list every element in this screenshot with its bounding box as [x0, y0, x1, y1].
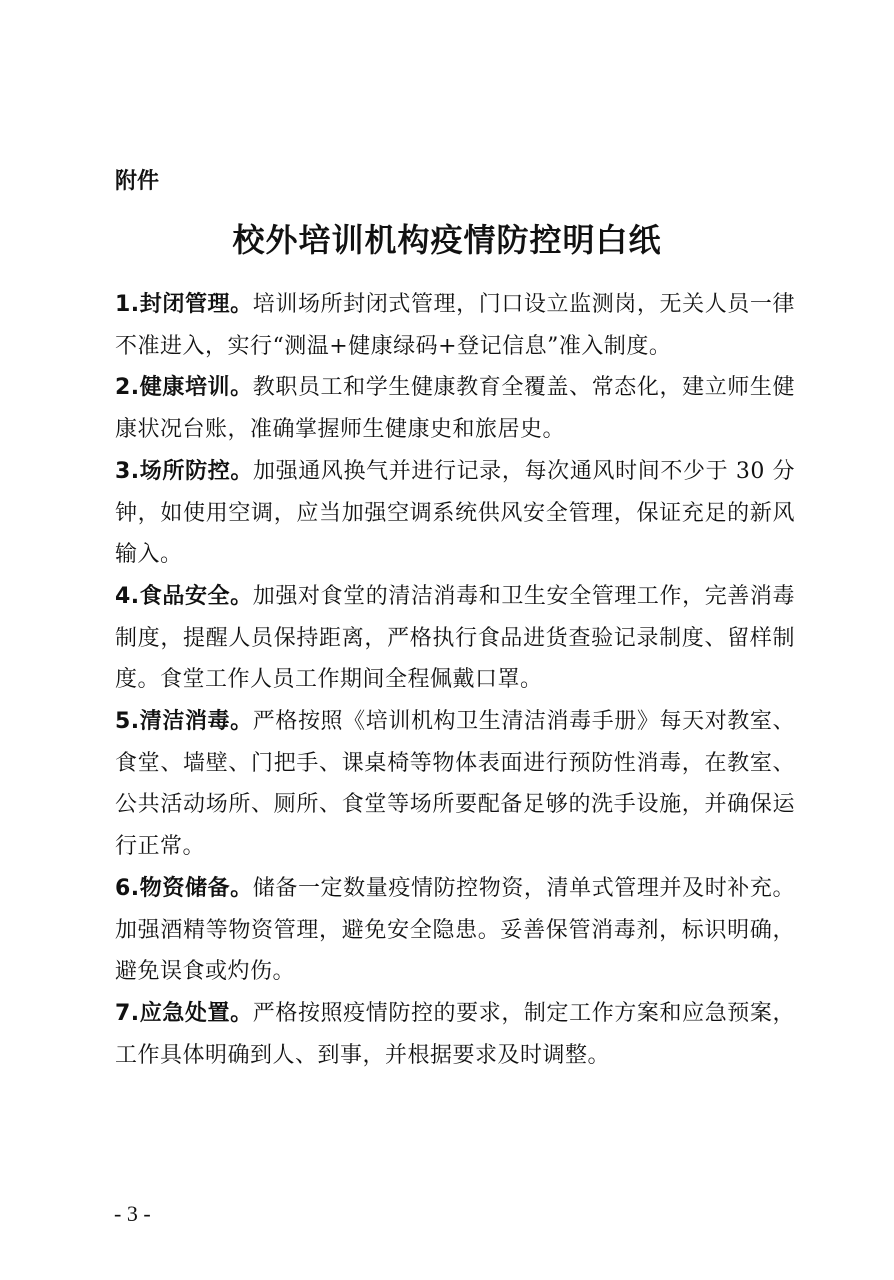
measure-item-6 — [115, 868, 795, 993]
item-body: 加强对食堂的清洁消毒和卫生安全管理工作，完善消毒制度，提醒人员保持距离，严格执行食品进货查验记录制度、留样制度。食堂工作人员工作期间全程佩戴口罩。 — [115, 583, 795, 693]
item-heading: 健康培训。 — [139, 375, 253, 401]
item-heading: 清洁消毒。 — [139, 709, 253, 735]
item-number: 5. — [115, 709, 140, 735]
item-number: 6. — [115, 875, 140, 901]
page-number: - 3 - — [114, 1201, 151, 1226]
document-title: 校外培训机构疫情防控明白纸 — [232, 221, 662, 259]
item-number: 1. — [115, 292, 140, 317]
item-body: 严格按照《培训机构卫生清洁消毒手册》每天对教室、食堂、墙壁、门把手、课桌椅等物体表面进行预防性消毒，在教室、公共活动场所、厕所、食堂等场所要配备足够的洗手设施，并确保运行正常。 — [115, 709, 795, 860]
measure-item-5 — [115, 701, 795, 868]
item-number: 7. — [115, 1000, 140, 1026]
measure-item-4 — [115, 576, 795, 701]
item-body: 储备一定数量疫情防控物资，清单式管理并及时补充。加强酒精等物资管理，避免安全隐患。妥善保管消毒剂，标识明确，避免误食或灼伤。 — [115, 875, 795, 985]
item-body: 严格按照疫情防控的要求，制定工作方案和应急预案，工作具体明确到人、到事，并根据要求及时调整。 — [115, 1000, 795, 1068]
item-body: 加强通风换气并进行记录，每次通风时间不少于 30 分钟，如使用空调，应当加强空调系统供风安全管理，保证充足的新风输入。 — [115, 458, 795, 568]
item-heading: 食品安全。 — [139, 583, 253, 609]
item-body: 教职员工和学生健康教育全覆盖、常态化，建立师生健康状况台账，准确掌握师生健康史和旅居史。 — [115, 375, 795, 443]
item-number: 3. — [115, 458, 140, 484]
item-heading: 场所防控。 — [139, 458, 253, 484]
measures-list — [115, 284, 795, 1076]
item-body: 培训场所封闭式管理，门口设立监测岗，无关人员一律不准进入，实行“测温+健康绿码+登记信息”准入制度。 — [115, 292, 795, 359]
measure-item-2 — [115, 367, 795, 450]
item-number: 4. — [115, 583, 140, 609]
measure-item-7 — [115, 993, 795, 1076]
item-heading: 应急处置。 — [139, 1000, 253, 1026]
item-number: 2. — [115, 375, 140, 401]
attachment-label: 附件 — [115, 169, 160, 194]
measure-item-1 — [115, 284, 795, 367]
item-heading: 封闭管理。 — [139, 292, 253, 317]
item-heading: 物资储备。 — [139, 875, 253, 901]
measure-item-3 — [115, 451, 795, 576]
